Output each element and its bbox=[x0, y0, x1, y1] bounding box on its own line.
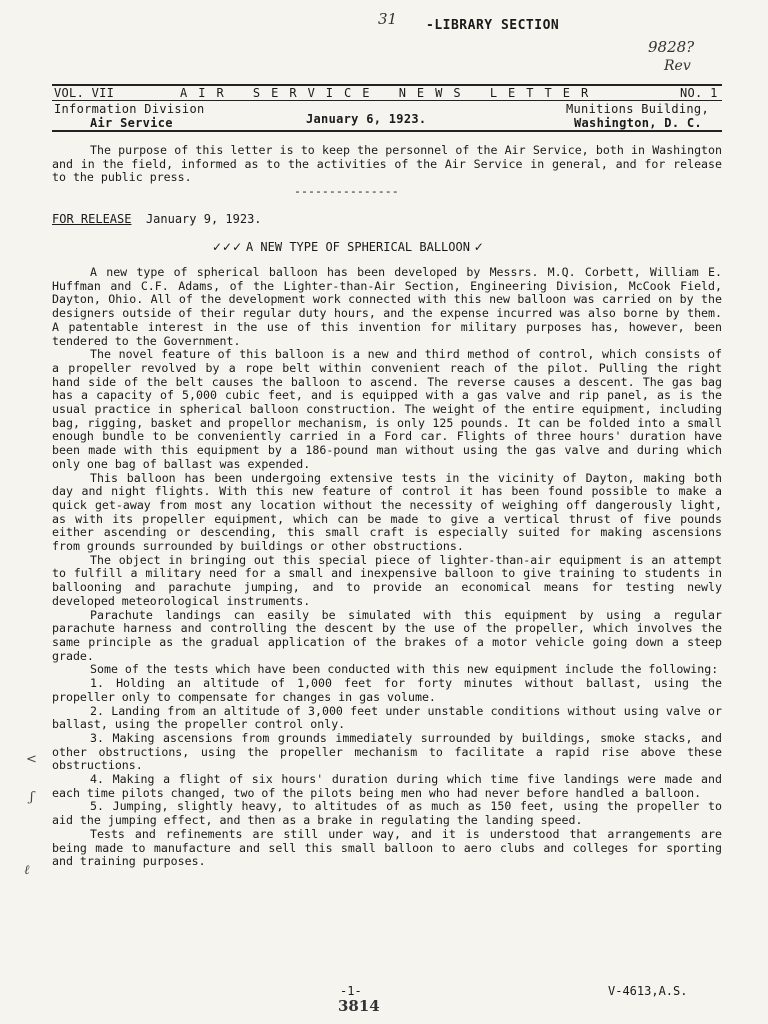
issue-date: January 6, 1923. bbox=[306, 112, 427, 126]
paragraph: Tests and refinements are still under way, and it is understood that arrangements are being made to manufacture and sell this small balloon to aero clubs and colleges for sporting and training purposes. bbox=[52, 826, 722, 869]
checkmark-icon: ✓✓✓ bbox=[212, 240, 246, 254]
release-date: January 9, 1923. bbox=[145, 212, 262, 226]
margin-mark: ʃ bbox=[30, 790, 34, 805]
service-label: Air Service bbox=[90, 116, 173, 130]
test-item: 3. Making ascensions from grounds immediately surrounded by buildings, smoke stacks, and other obstructions, using the propeller mechanism to facilitate a rapid rise above these obstructions. bbox=[52, 730, 722, 773]
article-body bbox=[52, 266, 722, 869]
test-item: 2. Landing from an altitude of 3,000 feet under unstable conditions without using valve or ballast, using the propeller control only. bbox=[52, 703, 722, 732]
checkmark-icon-2: ✓ bbox=[469, 240, 484, 254]
handwritten-code: 9828? bbox=[648, 38, 695, 56]
article-title: A NEW TYPE OF SPHERICAL BALLOON bbox=[245, 240, 470, 254]
handwritten-page-number: 31 bbox=[378, 10, 398, 28]
paragraph: Parachute landings can easily be simulated with this equipment by using a regular parachute harness and controlling the descent by the use of the propeller, which involves the same principle as the gradual application of the brakes of a motor vehicle going down a steep grade. bbox=[52, 607, 722, 663]
footer-code: V-4613,A.S. bbox=[608, 984, 688, 998]
publication-title: AIR SERVICE NEWS LETTER bbox=[180, 86, 600, 100]
paragraph: The novel feature of this balloon is a new and third method of control, which consists of a propeller revolved by a rope belt within convenient reach of the pilot. Pulling the right hand side of the belt causes the balloon to ascend. The reverse causes a descent. The gas bag has a capacity of 5,000 cubic feet, and is equipped with a gas valve and rip panel, as is the usual practice in spherical balloon construction. The weight of the entire equipment, including bag, rigging, basket and propellor mechanism, is only 125 pounds. It can be folded into a small enough bundle to be conveniently carried in a Ford car. Flights of three hours' duration have been made with this equipment by a 186-pound man without using the gas valve and during which only one bag of ballast was expended. bbox=[52, 347, 722, 471]
handwritten-code-2: Rev bbox=[664, 58, 691, 74]
release-line bbox=[52, 212, 262, 226]
masthead-mid-rule bbox=[52, 100, 722, 101]
paragraph: The object in bringing out this special piece of lighter-than-air equipment is an attempt to fulfill a military need for a small and inexpensive balloon to give training to students in ballooning and parachute jumping, and to provide an economical means for testing newly developed meteorological instruments. bbox=[52, 552, 722, 608]
section-label: -LIBRARY SECTION bbox=[426, 18, 560, 33]
article-title-line bbox=[212, 240, 484, 254]
masthead-bottom-rule bbox=[52, 130, 722, 132]
volume-label: VOL. VII bbox=[54, 86, 115, 100]
test-item: 5. Jumping, slightly heavy, to altitudes of as much as 150 feet, using the propeller to aid the jumping effect, and then as a brake in regulating the landing speed. bbox=[52, 799, 722, 828]
test-item: 1. Holding an altitude of 1,000 feet for forty minutes without ballast, using the propeller only to compensate for changes in gas volume. bbox=[52, 676, 722, 704]
intro-paragraph: The purpose of this letter is to keep the personnel of the Air Service, both in Washington and in the field, informed as to the activities of the Air Service in general, and for release to the public press. bbox=[52, 143, 722, 185]
division-label: Information Division bbox=[54, 102, 205, 116]
divider-dashes: --------------- bbox=[294, 184, 399, 198]
paragraph: Some of the tests which have been conducted with this new equipment include the following: bbox=[90, 662, 719, 677]
paragraph: A new type of spherical balloon has been developed by Messrs. M.Q. Corbett, William E. Huffman and C.F. Adams, of the Lighter-than-Air Section, Engineering Division, McCook Field, Dayton, Ohio. All of the development work connected with this new balloon was carried on by the designers outside of their regular duty hours, and the expense incurred was also borne by them. A patentable interest in the use of this invention for military purposes has, however, been tendered to the Government. bbox=[52, 265, 722, 348]
location-line-1: Munitions Building, bbox=[566, 102, 709, 116]
margin-mark: ℓ bbox=[24, 863, 30, 878]
test-item: 4. Making a flight of six hours' duration during which time five landings were made and each time pilots changed, two of the pilots being men who had never before handled a balloon. bbox=[52, 772, 722, 800]
location-line-2: Washington, D. C. bbox=[574, 116, 702, 130]
release-label: FOR RELEASE bbox=[52, 212, 132, 226]
paragraph: This balloon has been undergoing extensive tests in the vicinity of Dayton, making both day and night flights. With this new feature of control it has been found possible to make a quick get-away from most any location without the necessity of weighing off dangerously light, as with its propeller equipment, which can be made to give a vertical thrust of five pounds either ascending or descending, this small craft is especially suited for making ascensions from grounds surrounded by buildings or other obstructions. bbox=[52, 470, 722, 554]
issue-number: NO. 1 bbox=[680, 86, 718, 100]
footer-page-number: -1- bbox=[340, 984, 362, 998]
handwritten-bottom-number: 3814 bbox=[338, 997, 380, 1015]
margin-mark: < bbox=[26, 752, 37, 767]
